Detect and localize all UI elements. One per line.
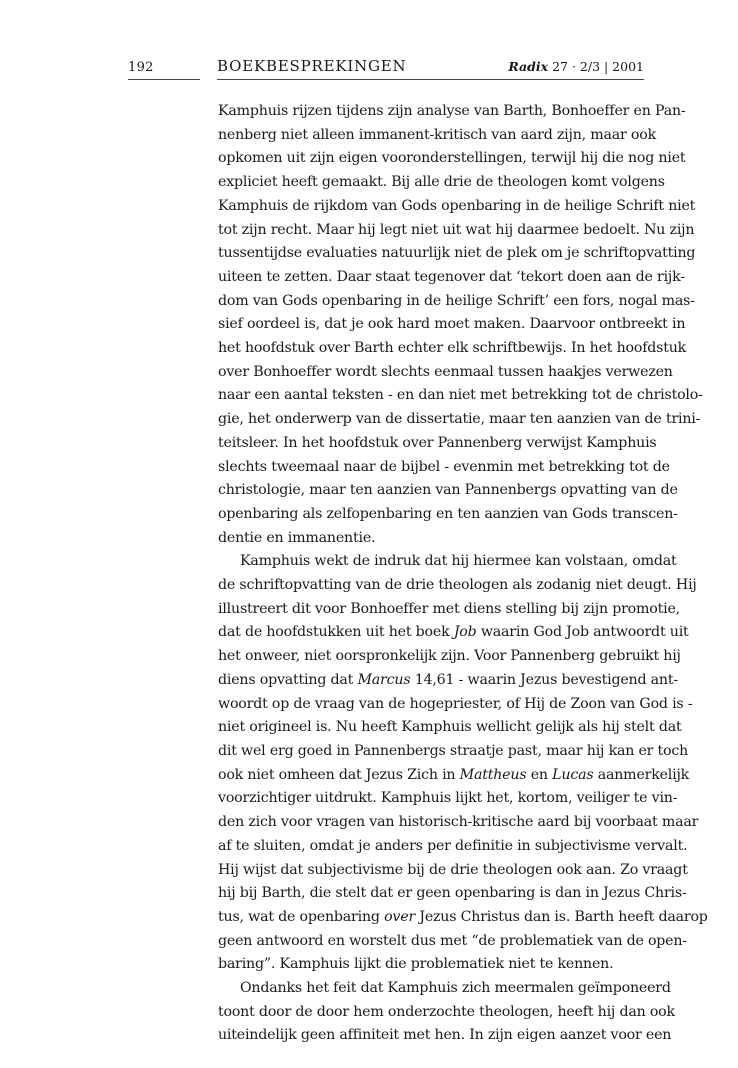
text-line: naar een aantal teksten - en dan niet met betrekking tot de christolo- [218, 387, 703, 404]
text-line: niet origineel is. Nu heeft Kamphuis wellicht gelijk als hij stelt dat [218, 719, 682, 736]
header-rule-left [128, 79, 200, 80]
paragraph [218, 100, 703, 550]
page-number: 192 [128, 60, 154, 75]
text-line: tus, wat de openbaring over Jezus Christus dan is. Barth heeft daarop [218, 908, 708, 925]
text-line: openbaring als zelfopenbaring en ten aanzien van Gods transcen- [218, 505, 678, 522]
italic-reference: Marcus [357, 671, 411, 688]
text-line: ook niet omheen dat Jezus Zich in Mattheus en Lucas aanmerkelijk [218, 766, 690, 783]
text-line: gie, het onderwerp van de dissertatie, maar ten aanzien van de trini- [218, 411, 701, 428]
text-line: woordt op de vraag van de hogepriester, of Hij de Zoon van God is - [218, 695, 693, 712]
text-line: het hoofdstuk over Barth echter elk schriftbewijs. In het hoofdstuk [218, 340, 687, 357]
text-line: hij bij Barth, die stelt dat er geen openbaring is dan in Jezus Chris- [218, 885, 687, 902]
text-line: toont door de door hem onderzochte theologen, heeft hij dan ook [218, 1003, 675, 1020]
text-line: christologie, maar ten aanzien van Pannenbergs opvatting van de [218, 482, 678, 499]
italic-reference: Mattheus [459, 766, 527, 783]
text-line: opkomen uit zijn eigen vooronderstellingen, terwijl hij die nog niet [218, 150, 686, 167]
text-line: baring”. Kamphuis lijkt die problematiek niet te kennen. [218, 956, 614, 973]
text-line: dentie en immanentie. [218, 529, 376, 546]
text-line: teitsleer. In het hoofdstuk over Pannenberg verwijst Kamphuis [218, 434, 657, 451]
text-line: Kamphuis de rijkdom van Gods openbaring in de heilige Schrift niet [218, 197, 696, 214]
text-line: diens opvatting dat Marcus 14,61 - waarin Jezus bevestigend ant- [218, 671, 678, 688]
paragraph [218, 550, 708, 977]
text-line: dom van Gods openbaring in de heilige Schrift’ een fors, nogal mas- [218, 292, 695, 309]
italic-reference: Job [453, 624, 477, 641]
text-line: den zich voor vragen van historisch-kritische aard bij voorbaat maar [218, 814, 699, 831]
text-line: Hij wijst dat subjectivisme bij de drie theologen ook aan. Zo vraagt [218, 861, 688, 878]
text-line: expliciet heeft gemaakt. Bij alle drie de theologen komt volgens [218, 174, 665, 191]
text-line: voorzichtiger uitdrukt. Kamphuis lijkt het, kortom, veiliger te vin- [218, 790, 678, 807]
text-line: dit wel erg goed in Pannenbergs straatje past, maar hij kan er toch [218, 742, 689, 759]
journal-name: Radix [508, 59, 549, 74]
text-line: tot zijn recht. Maar hij legt niet uit wat hij daarmee bedoelt. Nu zijn [218, 221, 695, 238]
article-body [218, 100, 708, 1048]
italic-reference: over [384, 908, 416, 925]
journal-issue: 27 · 2/3 | 2001 [552, 59, 644, 74]
text-line: uiteen te zetten. Daar staat tegenover dat ‘tekort doen aan de rijk- [218, 268, 685, 285]
italic-reference: Lucas [552, 766, 594, 783]
text-line: over Bonhoeffer wordt slechts eenmaal tussen haakjes verwezen [218, 363, 673, 380]
text-line: nenberg niet alleen immanent-kritisch van aard zijn, maar ook [218, 126, 656, 143]
text-line: Kamphuis rijzen tijdens zijn analyse van Barth, Bonhoeffer en Pan- [218, 103, 686, 119]
text-line: illustreert dit voor Bonhoeffer met diens stelling bij zijn promotie, [218, 600, 680, 617]
paragraph [218, 977, 675, 1048]
text-line: Ondanks het feit dat Kamphuis zich meermalen geïmponeerd [240, 980, 671, 997]
text-line: sief oordeel is, dat je ook hard moet maken. Daarvoor ontbreekt in [218, 316, 686, 333]
text-line: de schriftopvatting van de drie theologen als zodanig niet deugt. Hij [218, 577, 697, 594]
text-line: tussentijdse evaluaties natuurlijk niet de plek om je schriftopvatting [218, 245, 696, 262]
text-line: uiteindelijk geen affiniteit met hen. In zijn eigen aanzet voor een [218, 1027, 672, 1044]
text-line: het onweer, niet oorspronkelijk zijn. Voor Pannenberg gebruikt hij [218, 648, 681, 665]
running-title: BOEKBESPREKINGEN [217, 57, 407, 75]
text-line: af te sluiten, omdat je anders per definitie in subjectivisme vervalt. [218, 837, 688, 854]
text-line: Kamphuis wekt de indruk dat hij hiermee kan volstaan, omdat [240, 553, 677, 570]
text-line: dat de hoofdstukken uit het boek Job waarin God Job antwoordt uit [218, 624, 689, 641]
header-rule-right [217, 79, 644, 80]
journal-reference [508, 59, 644, 74]
text-line: slechts tweemaal naar de bijbel - evenmin met betrekking tot de [218, 458, 670, 475]
text-line: geen antwoord en worstelt dus met “de problematiek van de open- [218, 932, 687, 949]
